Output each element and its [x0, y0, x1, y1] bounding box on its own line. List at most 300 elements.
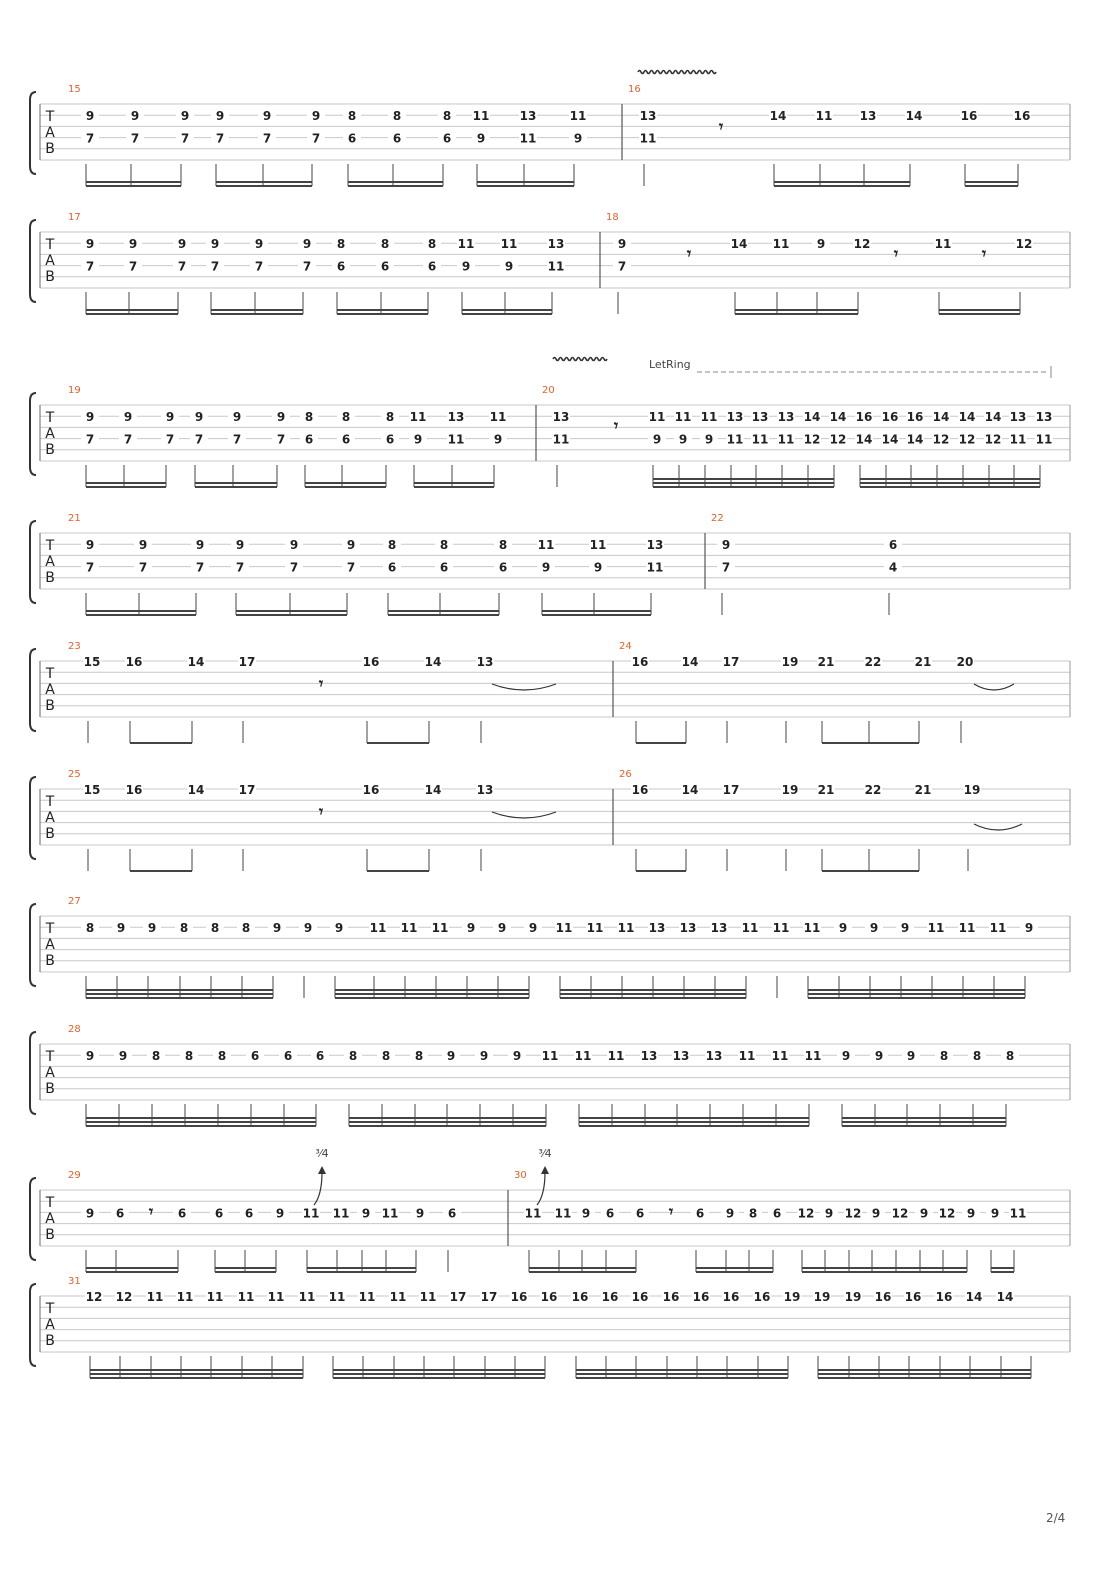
fret-number: 13 [705, 1049, 723, 1064]
system-bracket [30, 1032, 36, 1114]
fret-number: 7 [235, 560, 245, 575]
fret-number: 12 [115, 1290, 133, 1304]
fret-number: 9 [85, 237, 95, 252]
rest-symbol: 𝄾 [318, 802, 324, 821]
fret-number: 9 [85, 538, 95, 553]
fret-number: 9 [195, 538, 205, 553]
fret-number: 6 [283, 1049, 293, 1064]
fret-number: 13 [646, 538, 664, 553]
fret-number: 11 [646, 560, 664, 575]
fret-number: 7 [138, 560, 148, 575]
fret-number: 17 [480, 1290, 498, 1304]
fret-number: 9 [1024, 921, 1034, 936]
fret-number: 8 [210, 921, 220, 936]
fret-number: 6 [772, 1206, 782, 1221]
let-ring-label: LetRing [649, 358, 691, 371]
fret-number: 6 [447, 1206, 457, 1221]
rest-symbol: 𝄾 [981, 244, 987, 263]
fret-number: 8 [348, 1049, 358, 1064]
fret-number: 4 [888, 560, 898, 575]
fret-number: 9 [275, 1206, 285, 1221]
fret-number: 8 [347, 109, 357, 124]
fret-number: 13 [777, 410, 795, 425]
fret-number: 12 [891, 1206, 909, 1221]
fret-number: 16 [631, 655, 649, 669]
fret-number: 12 [803, 432, 821, 447]
fret-number: 11 [552, 432, 570, 447]
fret-number: 9 [116, 921, 126, 936]
fret-number: 13 [519, 109, 537, 124]
fret-number: 11 [1009, 1206, 1027, 1221]
rest-symbol: 𝄾 [613, 416, 619, 435]
fret-number: 7 [617, 259, 627, 274]
fret-number: 6 [498, 560, 508, 575]
fret-number: 9 [289, 538, 299, 553]
fret-number: 19 [844, 1290, 862, 1304]
measure-number: 20 [542, 385, 555, 396]
fret-number: 9 [725, 1206, 735, 1221]
fret-number: 9 [147, 921, 157, 936]
fret-number: 16 [692, 1290, 710, 1304]
fret-number: 11 [431, 921, 449, 936]
fret-number: 22 [864, 655, 882, 669]
fret-number: 11 [206, 1290, 224, 1304]
fret-number: 11 [607, 1049, 625, 1064]
fret-number: 11 [555, 921, 573, 936]
fret-number: 11 [237, 1290, 255, 1304]
system-bracket [30, 904, 36, 986]
fret-number: 12 [829, 432, 847, 447]
fret-number: 9 [528, 921, 538, 936]
fret-number: 9 [838, 921, 848, 936]
fret-number: 9 [573, 131, 583, 146]
tab-clef-t: T [45, 1195, 55, 1211]
fret-number: 13 [547, 237, 565, 252]
fret-number: 14 [681, 783, 699, 797]
fret-number: 14 [681, 655, 699, 669]
fret-number: 14 [730, 237, 748, 252]
fret-number: 11 [500, 237, 518, 252]
fret-number: 17 [722, 783, 740, 797]
tab-clef-a: A [45, 426, 55, 442]
fret-number: 9 [415, 1206, 425, 1221]
tab-clef-b: B [45, 1081, 55, 1097]
fret-number: 11 [674, 410, 692, 425]
fret-number: 8 [439, 538, 449, 553]
fret-number: 6 [392, 131, 402, 146]
fret-number: 17 [238, 783, 256, 797]
fret-number: 7 [215, 131, 225, 146]
fret-number: 11 [472, 109, 490, 124]
fret-number: 7 [130, 131, 140, 146]
fret-number: 11 [726, 432, 744, 447]
fret-number: 6 [605, 1206, 615, 1221]
fret-number: 7 [210, 259, 220, 274]
fret-number: 11 [457, 237, 475, 252]
fret-number: 8 [341, 410, 351, 425]
tie-slur [492, 812, 556, 818]
fret-number: 16 [571, 1290, 589, 1304]
fret-number: 16 [601, 1290, 619, 1304]
fret-number: 9 [841, 1049, 851, 1064]
measure-number: 26 [619, 769, 632, 780]
fret-number: 8 [85, 921, 95, 936]
fret-number: 9 [493, 432, 503, 447]
fret-number: 11 [648, 410, 666, 425]
fret-number: 12 [984, 432, 1002, 447]
system-bracket [30, 220, 36, 302]
fret-number: 13 [726, 410, 744, 425]
fret-number: 9 [85, 1049, 95, 1064]
fret-number: 16 [362, 783, 380, 797]
fret-number: 9 [721, 538, 731, 553]
fret-number: 11 [541, 1049, 559, 1064]
fret-number: 11 [537, 538, 555, 553]
tab-clef-t: T [45, 1049, 55, 1065]
fret-number: 13 [476, 655, 494, 669]
fret-number: 16 [510, 1290, 528, 1304]
fret-number: 8 [179, 921, 189, 936]
fret-number: 11 [989, 921, 1007, 936]
fret-number: 16 [631, 783, 649, 797]
tab-clef-b: B [45, 442, 55, 458]
tab-clef-b: B [45, 1333, 55, 1349]
fret-number: 6 [385, 432, 395, 447]
fret-number: 12 [853, 237, 871, 252]
fret-number: 9 [990, 1206, 1000, 1221]
fret-number: 16 [125, 655, 143, 669]
fret-number: 14 [932, 410, 950, 425]
fret-number: 11 [804, 1049, 822, 1064]
fret-number: 11 [700, 410, 718, 425]
fret-number: 11 [519, 131, 537, 146]
fret-number: 6 [214, 1206, 224, 1221]
tab-clef-t: T [45, 666, 55, 682]
measure-number: 30 [514, 1170, 527, 1181]
fret-number: 9 [118, 1049, 128, 1064]
fret-number: 9 [461, 259, 471, 274]
fret-number: 14 [855, 432, 873, 447]
fret-number: 16 [125, 783, 143, 797]
fret-number: 11 [772, 237, 790, 252]
fret-number: 8 [151, 1049, 161, 1064]
fret-number: 9 [177, 237, 187, 252]
fret-number: 21 [817, 655, 835, 669]
fret-number: 17 [449, 1290, 467, 1304]
fret-number: 11 [302, 1206, 320, 1221]
system-bracket [30, 649, 36, 731]
fret-number: 9 [512, 1049, 522, 1064]
fret-number: 7 [128, 259, 138, 274]
fret-number: 16 [662, 1290, 680, 1304]
fret-number: 11 [524, 1206, 542, 1221]
fret-number: 9 [816, 237, 826, 252]
tab-clef-t: T [45, 109, 55, 125]
tab-clef-t: T [45, 410, 55, 426]
fret-number: 9 [581, 1206, 591, 1221]
fret-number: 9 [593, 560, 603, 575]
fret-number: 7 [180, 131, 190, 146]
fret-number: 21 [817, 783, 835, 797]
fret-number: 7 [195, 560, 205, 575]
fret-number: 13 [679, 921, 697, 936]
fret-number: 11 [328, 1290, 346, 1304]
fret-number: 15 [83, 783, 101, 797]
fret-number: 12 [1015, 237, 1033, 252]
fret-number: 11 [547, 259, 565, 274]
fret-number: 13 [552, 410, 570, 425]
fret-number: 14 [906, 432, 924, 447]
fret-number: 11 [358, 1290, 376, 1304]
fret-number: 8 [939, 1049, 949, 1064]
fret-number: 8 [498, 538, 508, 553]
fret-number: 8 [241, 921, 251, 936]
tab-clef-b: B [45, 953, 55, 969]
fret-number: 7 [194, 432, 204, 447]
tab-clef-t: T [45, 1301, 55, 1317]
fret-number: 20 [956, 655, 974, 669]
fret-number: 16 [722, 1290, 740, 1304]
fret-number: 22 [864, 783, 882, 797]
measure-number: 29 [68, 1170, 81, 1181]
fret-number: 7 [85, 131, 95, 146]
fret-number: 9 [413, 432, 423, 447]
fret-number: 8 [380, 237, 390, 252]
tab-clef-t: T [45, 538, 55, 554]
fret-number: 6 [304, 432, 314, 447]
fret-number: 11 [772, 921, 790, 936]
fret-number: 14 [829, 410, 847, 425]
fret-number: 11 [589, 538, 607, 553]
bend-amount: ³⁄4 [538, 1147, 552, 1160]
fret-number: 11 [447, 432, 465, 447]
fret-number: 11 [267, 1290, 285, 1304]
tab-clef-a: A [45, 554, 55, 570]
fret-number: 9 [254, 237, 264, 252]
fret-number: 11 [815, 109, 833, 124]
fret-number: 9 [210, 237, 220, 252]
fret-number: 6 [177, 1206, 187, 1221]
fret-number: 11 [409, 410, 427, 425]
fret-number: 14 [424, 783, 442, 797]
fret-number: 11 [1035, 432, 1053, 447]
system-bracket [30, 92, 36, 174]
system-bracket [30, 521, 36, 603]
fret-number: 9 [446, 1049, 456, 1064]
tab-clef-t: T [45, 237, 55, 253]
fret-number: 8 [184, 1049, 194, 1064]
fret-number: 9 [919, 1206, 929, 1221]
fret-number: 9 [346, 538, 356, 553]
fret-number: 6 [387, 560, 397, 575]
page-number: 2/4 [1046, 1511, 1066, 1525]
fret-number: 11 [934, 237, 952, 252]
fret-number: 6 [439, 560, 449, 575]
fret-number: 12 [797, 1206, 815, 1221]
system-bracket [30, 1284, 36, 1366]
fret-number: 11 [741, 921, 759, 936]
measure-number: 31 [68, 1276, 81, 1287]
fret-number: 11 [298, 1290, 316, 1304]
tab-clef-t: T [45, 794, 55, 810]
fret-number: 11 [751, 432, 769, 447]
fret-number: 11 [369, 921, 387, 936]
tab-clef-b: B [45, 269, 55, 285]
fret-number: 16 [855, 410, 873, 425]
vibrato-mark [638, 71, 716, 74]
fret-number: 16 [753, 1290, 771, 1304]
fret-number: 6 [250, 1049, 260, 1064]
fret-number: 14 [187, 655, 205, 669]
fret-number: 13 [648, 921, 666, 936]
fret-number: 11 [927, 921, 945, 936]
fret-number: 8 [385, 410, 395, 425]
fret-number: 7 [165, 432, 175, 447]
fret-number: 8 [1005, 1049, 1015, 1064]
tie-slur [492, 684, 556, 690]
tab-clef-a: A [45, 682, 55, 698]
fret-number: 21 [914, 783, 932, 797]
fret-number: 6 [380, 259, 390, 274]
fret-number: 11 [419, 1290, 437, 1304]
fret-number: 9 [138, 538, 148, 553]
measure-number: 23 [68, 641, 81, 652]
fret-number: 9 [276, 410, 286, 425]
tab-clef-a: A [45, 125, 55, 141]
fret-number: 11 [381, 1206, 399, 1221]
fret-number: 13 [476, 783, 494, 797]
fret-number: 11 [574, 1049, 592, 1064]
fret-number: 6 [244, 1206, 254, 1221]
fret-number: 9 [194, 410, 204, 425]
fret-number: 9 [130, 109, 140, 124]
fret-number: 8 [304, 410, 314, 425]
fret-number: 9 [652, 432, 662, 447]
measure-number: 16 [628, 84, 641, 95]
fret-number: 12 [958, 432, 976, 447]
fret-number: 14 [424, 655, 442, 669]
rest-symbol: 𝄾 [893, 244, 899, 263]
fret-number: 8 [748, 1206, 758, 1221]
fret-number: 12 [85, 1290, 103, 1304]
fret-number: 16 [904, 1290, 922, 1304]
fret-number: 11 [389, 1290, 407, 1304]
measure-number: 27 [68, 896, 81, 907]
tab-clef-a: A [45, 810, 55, 826]
fret-number: 14 [769, 109, 787, 124]
fret-number: 17 [238, 655, 256, 669]
fret-number: 9 [874, 1049, 884, 1064]
fret-number: 16 [881, 410, 899, 425]
fret-number: 7 [311, 131, 321, 146]
fret-number: 9 [497, 921, 507, 936]
tab-clef-t: T [45, 921, 55, 937]
fret-number: 9 [302, 237, 312, 252]
fret-number: 8 [427, 237, 437, 252]
fret-number: 19 [783, 1290, 801, 1304]
tab-clef-b: B [45, 698, 55, 714]
fret-number: 11 [586, 921, 604, 936]
fret-number: 9 [479, 1049, 489, 1064]
system-bracket [30, 1178, 36, 1260]
rest-symbol: 𝄾 [148, 1202, 154, 1221]
fret-number: 7 [346, 560, 356, 575]
fret-number: 14 [881, 432, 899, 447]
fret-number: 19 [781, 783, 799, 797]
fret-number: 9 [824, 1206, 834, 1221]
fret-number: 9 [85, 410, 95, 425]
tie-slur [974, 824, 1022, 830]
fret-number: 8 [336, 237, 346, 252]
fret-number: 11 [771, 1049, 789, 1064]
fret-number: 6 [427, 259, 437, 274]
fret-number: 21 [914, 655, 932, 669]
fret-number: 7 [289, 560, 299, 575]
fret-number: 9 [361, 1206, 371, 1221]
fret-number: 11 [332, 1206, 350, 1221]
fret-number: 11 [738, 1049, 756, 1064]
fret-number: 16 [631, 1290, 649, 1304]
fret-number: 9 [466, 921, 476, 936]
fret-number: 8 [442, 109, 452, 124]
rest-symbol: 𝄾 [318, 674, 324, 693]
fret-number: 13 [640, 1049, 658, 1064]
fret-number: 14 [803, 410, 821, 425]
fret-number: 9 [871, 1206, 881, 1221]
fret-number: 14 [984, 410, 1002, 425]
fret-number: 9 [678, 432, 688, 447]
fret-number: 6 [315, 1049, 325, 1064]
fret-number: 12 [932, 432, 950, 447]
fret-number: 9 [128, 237, 138, 252]
measure-number: 25 [68, 769, 81, 780]
fret-number: 6 [336, 259, 346, 274]
fret-number: 9 [303, 921, 313, 936]
tie-slur [974, 684, 1014, 690]
measure-number: 21 [68, 513, 81, 524]
tab-clef-a: A [45, 937, 55, 953]
fret-number: 12 [844, 1206, 862, 1221]
fret-number: 7 [85, 432, 95, 447]
fret-number: 11 [639, 131, 657, 146]
fret-number: 16 [874, 1290, 892, 1304]
fret-number: 11 [1009, 432, 1027, 447]
fret-number: 16 [362, 655, 380, 669]
bend-arrow [537, 1172, 545, 1205]
fret-number: 6 [115, 1206, 125, 1221]
fret-number: 11 [958, 921, 976, 936]
tab-clef-b: B [45, 1227, 55, 1243]
fret-number: 14 [996, 1290, 1014, 1304]
fret-number: 8 [381, 1049, 391, 1064]
fret-number: 11 [777, 432, 795, 447]
fret-number: 6 [442, 131, 452, 146]
fret-number: 16 [540, 1290, 558, 1304]
measure-number: 24 [619, 641, 632, 652]
fret-number: 19 [963, 783, 981, 797]
measure-number: 17 [68, 212, 81, 223]
fret-number: 7 [85, 259, 95, 274]
fret-number: 9 [704, 432, 714, 447]
fret-number: 6 [341, 432, 351, 447]
fret-number: 19 [813, 1290, 831, 1304]
tab-clef-a: A [45, 1211, 55, 1227]
fret-number: 7 [262, 131, 272, 146]
fret-number: 16 [906, 410, 924, 425]
fret-number: 11 [569, 109, 587, 124]
fret-number: 9 [617, 237, 627, 252]
fret-number: 11 [554, 1206, 572, 1221]
